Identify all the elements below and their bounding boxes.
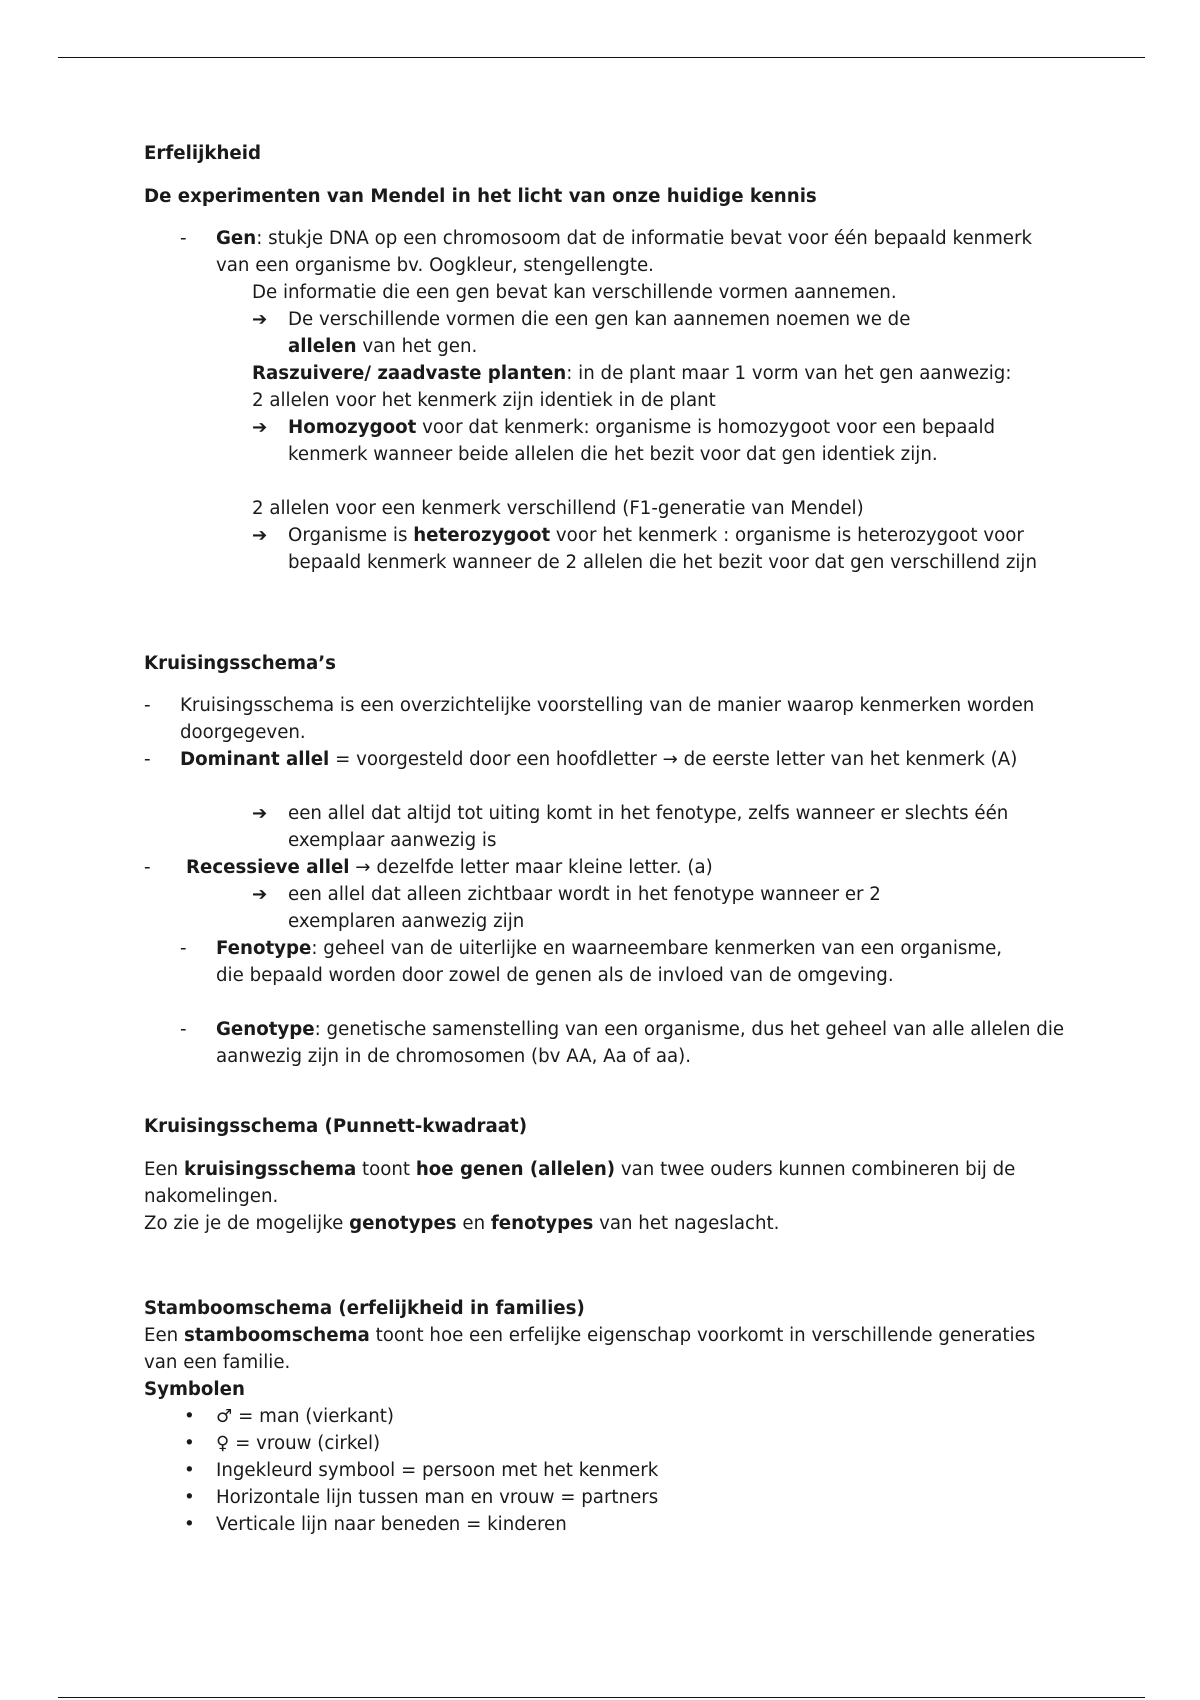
arrow-icon: ➔ xyxy=(252,525,268,546)
section-heading-stamboom: Stamboomschema (erfelijkheid in families) xyxy=(144,1298,585,1319)
term-fenotype: Fenotype xyxy=(216,938,312,959)
homozygoot-definition: voor dat kenmerk: organisme is homozygoot voor een bepaald kenmerk wanneer beide allelen die het bezit voor dat gen identiek zijn. xyxy=(288,417,996,465)
hetero-text-pre: Organisme is xyxy=(288,525,414,546)
gen-definition: : stukje DNA op een chromosoom dat de informatie bevat voor één bepaald kenmerk van een organisme bv. Oogkleur, stengellengte. xyxy=(216,228,1032,276)
heterozygoot-definition: voor het kenmerk : organisme is heterozygoot voor bepaald kenmerk wanneer de 2 allelen die het bezit voor dat gen verschillend zijn xyxy=(288,525,1037,573)
document-title: Erfelijkheid xyxy=(144,143,261,164)
term-raszuiver: Raszuivere/ zaadvaste planten xyxy=(252,363,567,384)
symbol-man: ♂ = man (vierkant) xyxy=(216,1406,394,1427)
list-item xyxy=(144,1511,1074,1538)
list-item-genotype xyxy=(144,1016,1074,1070)
punnett-text-2a: Zo zie je de mogelijke xyxy=(144,1213,350,1234)
arrow-item-allelen xyxy=(144,306,1074,360)
arrow-item-homozygoot xyxy=(144,414,1074,468)
bullet-marker: • xyxy=(184,1460,195,1481)
symbol-horizontale-lijn: Horizontale lijn tussen man en vrouw = partners xyxy=(216,1487,659,1508)
term-gen: Gen xyxy=(216,228,257,249)
dominant-explanation: een allel dat altijd tot uiting komt in het fenotype, zelfs wanneer er slechts één exemplaar aanwezig is xyxy=(288,803,1009,851)
section-heading-kruisingsschemas: Kruisingsschema’s xyxy=(144,653,336,674)
term-kruisingsschema: kruisingsschema xyxy=(184,1159,357,1180)
stamboom-text-c: toont hoe een erfelijke eigenschap voorkomt in verschillende generaties van een familie. xyxy=(144,1325,1036,1373)
punnett-text-e: van twee ouders kunnen combineren bij de nakomelingen. xyxy=(144,1159,1016,1207)
dash-marker: - xyxy=(180,938,187,959)
bullet-marker: • xyxy=(184,1487,195,1508)
arrow-item-heterozygoot xyxy=(144,522,1074,576)
punnett-text-c: toont xyxy=(356,1159,416,1180)
raszuiver-definition: : in de plant maar 1 vorm van het gen aanwezig: 2 allelen voor het kenmerk zijn identiek in de plant xyxy=(252,363,1012,411)
arrow-icon: ➔ xyxy=(252,803,268,824)
punnett-text-2c: en xyxy=(456,1213,491,1234)
footer-rule xyxy=(58,1697,1145,1698)
list-item-dominant xyxy=(144,746,1074,773)
bullet-marker: • xyxy=(184,1406,195,1427)
allelen-text-pre: De verschillende vormen die een gen kan aannemen noemen we de xyxy=(288,309,911,330)
section-heading-punnett: Kruisingsschema (Punnett-kwadraat) xyxy=(144,1116,528,1137)
genotype-definition: : genetische samenstelling van een organisme, dus het geheel van alle allelen die aanwezig zijn in de chromosomen (bv AA, Aa of aa). xyxy=(216,1019,1065,1067)
recessief-explanation: een allel dat alleen zichtbaar wordt in het fenotype wanneer er 2 exemplaren aanwezig zijn xyxy=(288,884,881,932)
symbol-verticale-lijn: Verticale lijn naar beneden = kinderen xyxy=(216,1514,567,1535)
allelen-text-post: van het gen. xyxy=(356,336,478,357)
list-item-recessief xyxy=(144,854,1074,881)
arrow-item-dominant xyxy=(144,800,1074,854)
punnett-text-a: Een xyxy=(144,1159,184,1180)
header-rule xyxy=(58,57,1145,58)
dominant-definition: = voorgesteld door een hoofdletter → de eerste letter van het kenmerk (A) xyxy=(329,749,1018,770)
dash-marker: - xyxy=(180,228,187,249)
term-allelen: allelen xyxy=(288,336,357,357)
term-fenotypes: fenotypes xyxy=(490,1213,594,1234)
symbols-list xyxy=(144,1403,1074,1538)
term-genotypes: genotypes xyxy=(349,1213,457,1234)
bullet-marker: • xyxy=(184,1514,195,1535)
term-hoe-genen: hoe genen (allelen) xyxy=(415,1159,616,1180)
list-item xyxy=(144,1430,1074,1457)
list-item-fenotype xyxy=(144,935,1074,989)
list-item xyxy=(144,1457,1074,1484)
term-dominant: Dominant allel xyxy=(180,749,330,770)
dash-marker: - xyxy=(144,695,151,716)
arrow-icon: ➔ xyxy=(252,884,268,905)
raszuiver-paragraph xyxy=(252,360,1012,414)
punnett-text-2e: van het nageslacht. xyxy=(593,1213,780,1234)
fenotype-definition: : geheel van de uiterlijke en waarneembare kenmerken van een organisme, die bepaald worden door zowel de genen als de invloed van de omgeving. xyxy=(216,938,1003,986)
symbols-heading: Symbolen xyxy=(144,1379,245,1400)
list-item xyxy=(144,1484,1074,1511)
recessief-definition: → dezelfde letter maar kleine letter. (a) xyxy=(349,857,713,878)
stamboom-text-a: Een xyxy=(144,1325,184,1346)
term-homozygoot: Homozygoot xyxy=(288,417,417,438)
kruisingsschema-definition: Kruisingsschema is een overzichtelijke voorstelling van de manier waarop kenmerken worden doorgegeven. xyxy=(180,695,1035,743)
term-genotype: Genotype xyxy=(216,1019,315,1040)
arrow-icon: ➔ xyxy=(252,309,268,330)
stamboom-paragraph xyxy=(144,1322,1044,1376)
info-text: De informatie die een gen bevat kan verschillende vormen aannemen. xyxy=(252,282,897,303)
symbol-ingekleurd: Ingekleurd symbool = persoon met het kenmerk xyxy=(216,1460,659,1481)
dash-marker: - xyxy=(144,857,151,878)
list-item xyxy=(144,1403,1074,1430)
dash-marker: - xyxy=(144,749,151,770)
term-heterozygoot: heterozygoot xyxy=(413,525,551,546)
section-heading-mendel: De experimenten van Mendel in het licht van onze huidige kennis xyxy=(144,186,817,207)
dash-marker: - xyxy=(180,1019,187,1040)
list-item-kruisingsschema xyxy=(144,692,1074,746)
f1-text: 2 allelen voor een kenmerk verschillend (F1-generatie van Mendel) xyxy=(252,498,864,519)
symbol-vrouw: ♀ = vrouw (cirkel) xyxy=(216,1433,381,1454)
arrow-item-recessief xyxy=(144,881,1074,935)
bullet-marker: • xyxy=(184,1433,195,1454)
term-recessief: Recessieve allel xyxy=(186,857,350,878)
arrow-icon: ➔ xyxy=(252,417,268,438)
punnett-paragraph xyxy=(144,1156,1074,1237)
list-item-gen xyxy=(144,225,1074,279)
term-stamboomschema: stamboomschema xyxy=(184,1325,370,1346)
